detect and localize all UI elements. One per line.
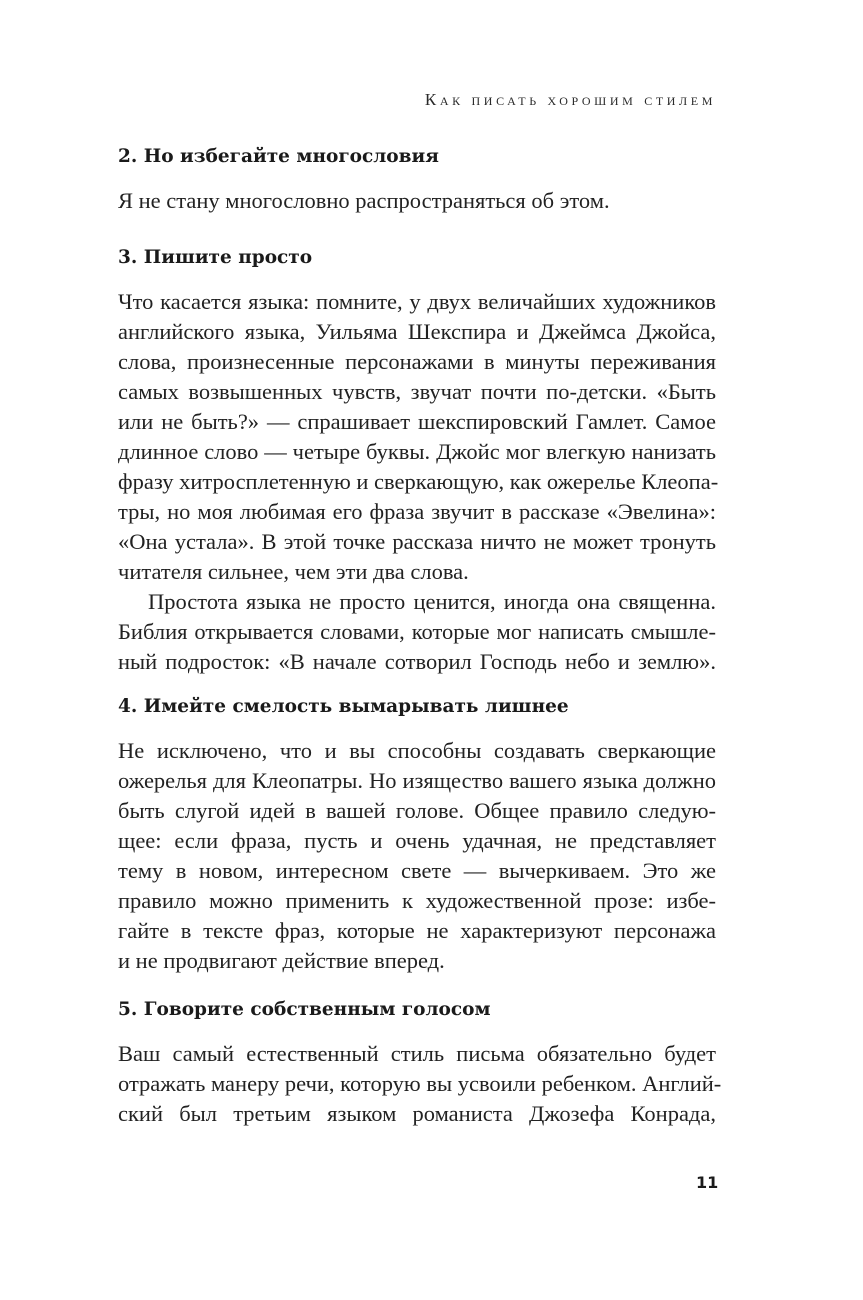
text-line: и не продвигают действие вперед. [118, 948, 445, 973]
text-line: самых возвышенных чувств, звучат почти по-детски. «Быть [118, 379, 716, 404]
text-line: правило можно применить к художественной прозе: избе- [118, 888, 716, 913]
text-line: длинное слово — четыре буквы. Джойс мог влегкую нанизать [118, 439, 716, 464]
running-head: Как писать хорошим стилем [424, 90, 716, 109]
text-line: ожерелья для Клеопатры. Но изящество вашего языка должно [118, 768, 716, 793]
section-body [118, 287, 719, 677]
section-heading: 4. Имейте смелость вымарывать лишнее [118, 696, 569, 717]
section-heading: 2. Но избегайте многословия [118, 146, 439, 167]
text-line: английского языка, Уильяма Шекспира и Джеймса Джойса, [118, 319, 716, 344]
text-line: Ваш самый естественный стиль письма обязательно будет [118, 1041, 716, 1066]
text-line: Простота языка не просто ценится, иногда она священна. [148, 589, 716, 614]
text-line: или не быть?» — спрашивает шекспировский Гамлет. Самое [118, 409, 716, 434]
text-line: ский был третьим языком романиста Джозефа Конрада, [118, 1101, 716, 1126]
section-heading: 3. Пишите просто [118, 247, 313, 268]
text-line: Библия открывается словами, которые мог написать смышле- [118, 619, 716, 644]
text-line: тему в новом, интересном свете — вычеркиваем. Это же [118, 858, 716, 883]
text-line: фразу хитросплетенную и сверкающую, как ожерелье Клеопа- [118, 469, 719, 494]
text-line: слова, произнесенные персонажами в минуты переживания [118, 349, 716, 374]
text-line: Не исключено, что и вы способны создавать сверкающие [118, 738, 716, 763]
section-body [118, 736, 716, 976]
text-line: Что касается языка: помните, у двух величайших художников [118, 289, 716, 314]
text-line: щее: если фраза, пусть и очень удачная, не представляет [118, 828, 716, 853]
text-line: ный подросток: «В начале сотворил Господь небо и землю». [118, 649, 716, 674]
text-line: отражать манеру речи, которую вы усвоили ребенком. Англий- [118, 1071, 722, 1096]
page-number: 11 [696, 1173, 719, 1192]
text-line: читателя сильнее, чем эти два слова. [118, 559, 469, 584]
text-line: гайте в тексте фраз, которые не характеризуют персонажа [118, 918, 716, 943]
section-body [118, 186, 716, 216]
text-line: Я не стану многословно распространяться об этом. [118, 188, 610, 213]
text-line: «Она устала». В этой точке рассказа ничто не может тронуть [118, 529, 716, 554]
text-line: быть слугой идей в вашей голове. Общее правило следую- [118, 798, 716, 823]
section-body [118, 1039, 722, 1129]
section-heading: 5. Говорите собственным голосом [118, 999, 491, 1020]
text-line: тры, но моя любимая его фраза звучит в рассказе «Эвелина»: [118, 499, 716, 524]
